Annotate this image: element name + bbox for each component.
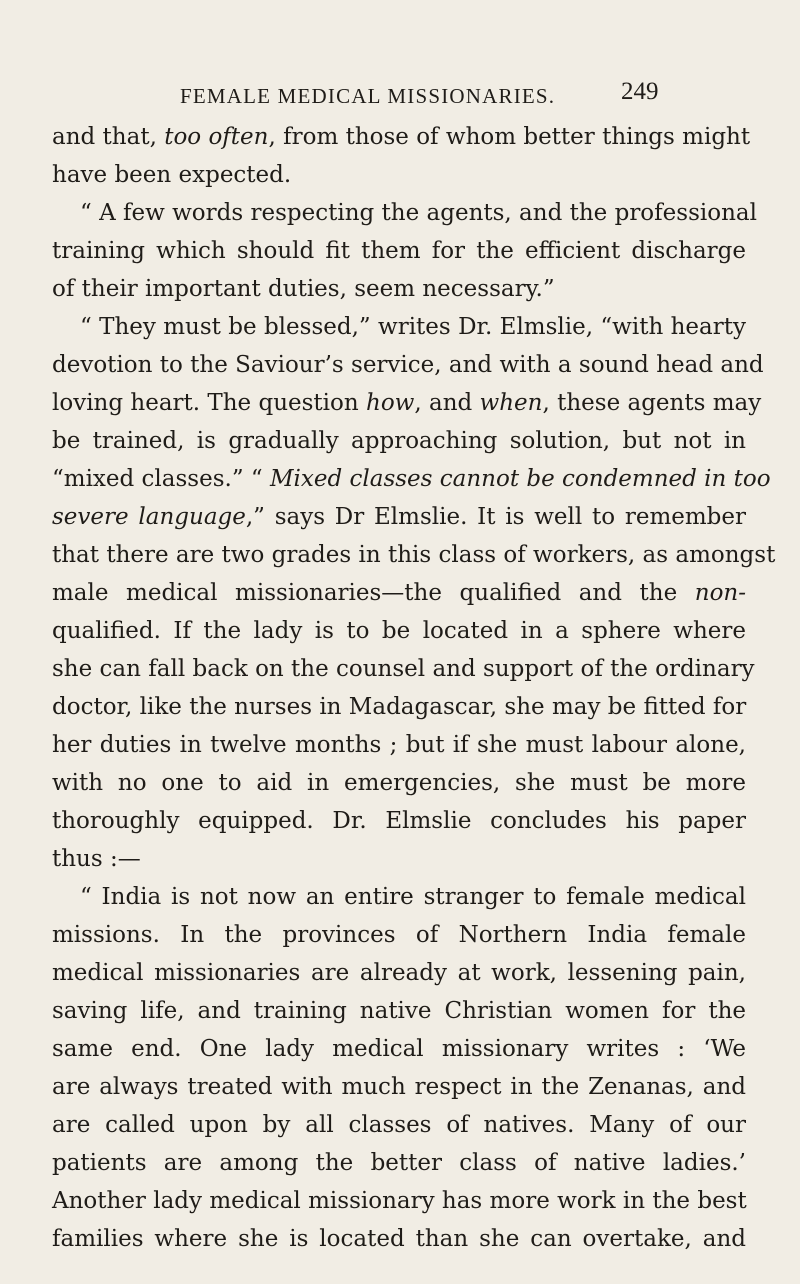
text-run: training which should fit them for the efficient discharge bbox=[52, 238, 746, 264]
text-run: that there are two grades in this class of workers, as amongst bbox=[52, 542, 776, 568]
text-run: of their important duties, seem necessary.” bbox=[52, 276, 555, 302]
text-line bbox=[52, 502, 746, 532]
text-line bbox=[52, 1186, 746, 1216]
text-line bbox=[52, 730, 746, 760]
text-run: patients are among the better class of native ladies.’ bbox=[52, 1150, 746, 1176]
text-run: loving heart. The question bbox=[52, 390, 366, 416]
text-line bbox=[52, 578, 746, 608]
text-run: “ A few words respecting the agents, and the professional bbox=[80, 200, 757, 226]
text-run: are called upon by all classes of natives. Many of our bbox=[52, 1112, 746, 1138]
text-line bbox=[52, 920, 746, 950]
text-run: she can fall back on the counsel and support of the ordinary bbox=[52, 656, 755, 682]
text-run: “ They must be blessed,” writes Dr. Elmslie, “with hearty bbox=[80, 314, 746, 340]
text-line bbox=[80, 312, 746, 342]
text-run: be trained, is gradually approaching solution, but not in bbox=[52, 428, 746, 454]
text-line bbox=[52, 464, 771, 494]
italic-run: Mixed classes cannot be condemned in too bbox=[269, 466, 771, 492]
text-line bbox=[52, 1110, 746, 1140]
text-line bbox=[52, 426, 746, 456]
text-line bbox=[52, 1034, 746, 1064]
italic-run: how bbox=[366, 390, 415, 416]
text-run: “ India is not now an entire stranger to female medical bbox=[80, 884, 746, 910]
running-head: FEMALE MEDICAL MISSIONARIES. bbox=[180, 84, 556, 108]
text-run: have been expected. bbox=[52, 162, 292, 188]
page-number: 249 bbox=[621, 78, 659, 105]
text-run: medical missionaries are already at work, lessening pain, bbox=[52, 960, 746, 986]
text-run: qualified. If the lady is to be located in a sphere where bbox=[52, 618, 746, 644]
text-run: are always treated with much respect in the Zenanas, and bbox=[52, 1074, 746, 1100]
text-line bbox=[52, 654, 755, 684]
text-run: with no one to aid in emergencies, she must be more bbox=[52, 770, 746, 796]
text-line bbox=[80, 198, 757, 228]
text-run: and that, bbox=[52, 124, 165, 150]
text-run: , and bbox=[414, 390, 480, 416]
text-run: ,” says Dr Elmslie. It is well to remember bbox=[245, 504, 747, 530]
italic-run: severe language bbox=[52, 504, 246, 530]
text-line bbox=[52, 274, 555, 304]
text-line bbox=[52, 540, 776, 570]
text-run: “mixed classes.” “ bbox=[52, 466, 270, 492]
text-line bbox=[52, 768, 746, 798]
text-line bbox=[80, 882, 746, 912]
text-line bbox=[52, 692, 746, 722]
text-line bbox=[52, 844, 141, 874]
text-run: Another lady medical missionary has more work in the best bbox=[52, 1188, 747, 1214]
text-run: , from those of whom better things might bbox=[268, 124, 751, 150]
text-run: same end. One lady medical missionary writes : ‘We bbox=[52, 1036, 746, 1062]
text-run: missions. In the provinces of Northern India female bbox=[52, 922, 746, 948]
italic-run: when bbox=[479, 390, 543, 416]
text-line bbox=[52, 350, 764, 380]
text-run: male medical missionaries—the qualified and the bbox=[52, 580, 695, 606]
text-line bbox=[52, 996, 746, 1026]
text-run: saving life, and training native Christian women for the bbox=[52, 998, 746, 1024]
text-run: , these agents may bbox=[542, 390, 762, 416]
text-run: thus :— bbox=[52, 846, 141, 872]
text-run: families where she is located than she can overtake, and bbox=[52, 1226, 746, 1252]
text-line bbox=[52, 388, 762, 418]
text-line bbox=[52, 122, 751, 152]
text-run: devotion to the Saviour’s service, and with a sound head and bbox=[52, 352, 764, 378]
text-run: thoroughly equipped. Dr. Elmslie concludes his paper bbox=[52, 808, 746, 834]
text-line bbox=[52, 958, 746, 988]
text-line bbox=[52, 1072, 746, 1102]
text-line bbox=[52, 806, 746, 836]
italic-run: too often bbox=[164, 124, 269, 150]
text-line bbox=[52, 616, 746, 646]
text-line bbox=[52, 236, 746, 266]
text-run: her duties in twelve months ; but if she must labour alone, bbox=[52, 732, 746, 758]
text-line bbox=[52, 1148, 746, 1178]
text-line bbox=[52, 1224, 746, 1254]
italic-run: non- bbox=[694, 580, 746, 606]
text-run: doctor, like the nurses in Madagascar, she may be fitted for bbox=[52, 694, 747, 720]
text-line bbox=[52, 160, 291, 190]
